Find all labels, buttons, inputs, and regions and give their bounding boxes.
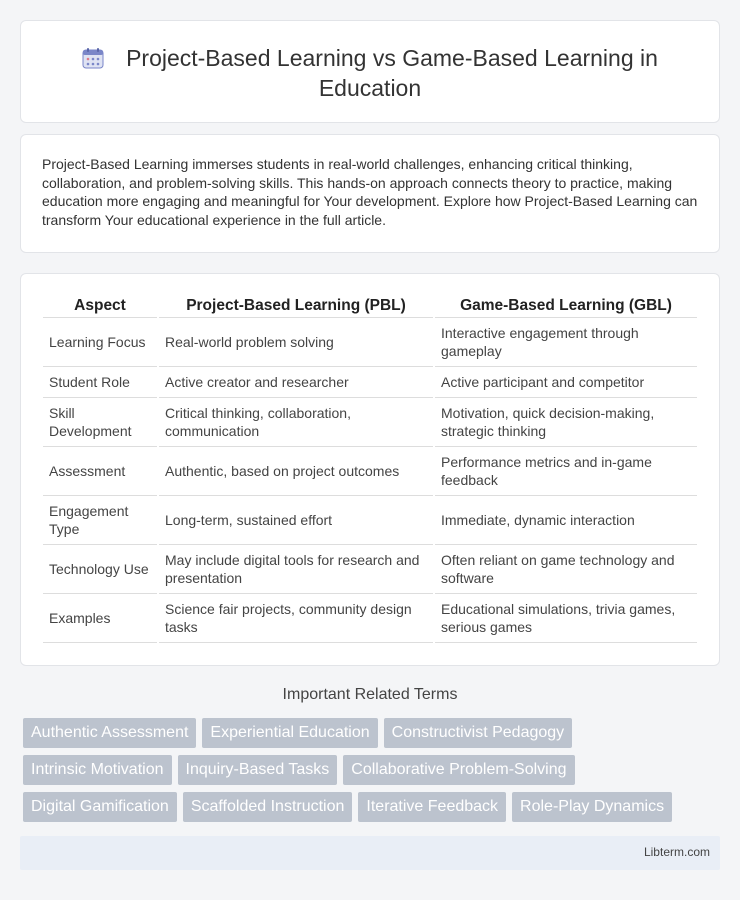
related-terms-list — [23, 718, 703, 829]
intro-paragraph: Project-Based Learning immerses students in real-world challenges, enhancing critical thinking, collaboration, and problem-solving skills. This hands-on approach connects theory to practice, making education more engaging and meaningful for Your development. Explore how Project-Based Learning can transform Your educational experience in the full article. — [42, 156, 698, 228]
related-terms-title: Important Related Terms — [282, 686, 458, 703]
tag-row — [23, 755, 703, 785]
cell-gbl: Motivation, quick decision-making, strategic thinking — [435, 398, 697, 447]
cell-gbl: Interactive engagement through gameplay — [435, 318, 697, 367]
cell-gbl: Educational simulations, trivia games, serious games — [435, 594, 697, 643]
cell-pbl: Long-term, sustained effort — [159, 496, 433, 545]
table-row — [43, 545, 697, 594]
cell-aspect: Student Role — [43, 367, 157, 398]
footer — [20, 836, 720, 870]
tag-authentic-assessment[interactable]: Authentic Assessment — [23, 718, 196, 748]
tag-intrinsic-motivation[interactable]: Intrinsic Motivation — [23, 755, 172, 785]
intro-card — [20, 134, 720, 253]
title-card — [20, 20, 720, 123]
cell-gbl: Immediate, dynamic interaction — [435, 496, 697, 545]
cell-aspect: Assessment — [43, 447, 157, 496]
cell-pbl: Real-world problem solving — [159, 318, 433, 367]
tag-inquiry-based-tasks[interactable]: Inquiry-Based Tasks — [178, 755, 338, 785]
cell-pbl: Science fair projects, community design tasks — [159, 594, 433, 643]
table-row — [43, 447, 697, 496]
cell-gbl: Active participant and competitor — [435, 367, 697, 398]
table-row — [43, 318, 697, 367]
tag-constructivist-pedagogy[interactable]: Constructivist Pedagogy — [384, 718, 573, 748]
cell-pbl: May include digital tools for research and presentation — [159, 545, 433, 594]
tag-scaffolded-instruction[interactable]: Scaffolded Instruction — [183, 792, 353, 822]
cell-pbl: Critical thinking, collaboration, communication — [159, 398, 433, 447]
cell-gbl: Often reliant on game technology and software — [435, 545, 697, 594]
tag-row — [23, 792, 703, 822]
table-row — [43, 367, 697, 398]
calendar-icon — [82, 47, 104, 69]
tag-row — [23, 718, 703, 748]
tag-digital-gamification[interactable]: Digital Gamification — [23, 792, 177, 822]
header-aspect: Aspect — [43, 296, 157, 318]
header-pbl: Project-Based Learning (PBL) — [159, 296, 433, 318]
table-header-row — [43, 296, 697, 318]
comparison-card — [20, 273, 720, 666]
tag-iterative-feedback[interactable]: Iterative Feedback — [358, 792, 506, 822]
comparison-table — [41, 296, 699, 643]
table-row — [43, 594, 697, 643]
header-gbl: Game-Based Learning (GBL) — [435, 296, 697, 318]
tag-experiential-education[interactable]: Experiential Education — [202, 718, 377, 748]
table-row — [43, 496, 697, 545]
table-row — [43, 398, 697, 447]
page-title: Project-Based Learning vs Game-Based Learning in Education — [126, 45, 658, 101]
tag-collaborative-problem-solving[interactable]: Collaborative Problem-Solving — [343, 755, 574, 785]
footer-site-link[interactable]: Libterm.com — [643, 845, 710, 859]
cell-aspect: Learning Focus — [43, 318, 157, 367]
cell-gbl: Performance metrics and in-game feedback — [435, 447, 697, 496]
cell-pbl: Active creator and researcher — [159, 367, 433, 398]
tag-role-play-dynamics[interactable]: Role-Play Dynamics — [512, 792, 672, 822]
cell-aspect: Examples — [43, 594, 157, 643]
cell-pbl: Authentic, based on project outcomes — [159, 447, 433, 496]
cell-aspect: Skill Development — [43, 398, 157, 447]
cell-aspect: Engagement Type — [43, 496, 157, 545]
page-title-wrap — [21, 43, 719, 103]
cell-aspect: Technology Use — [43, 545, 157, 594]
